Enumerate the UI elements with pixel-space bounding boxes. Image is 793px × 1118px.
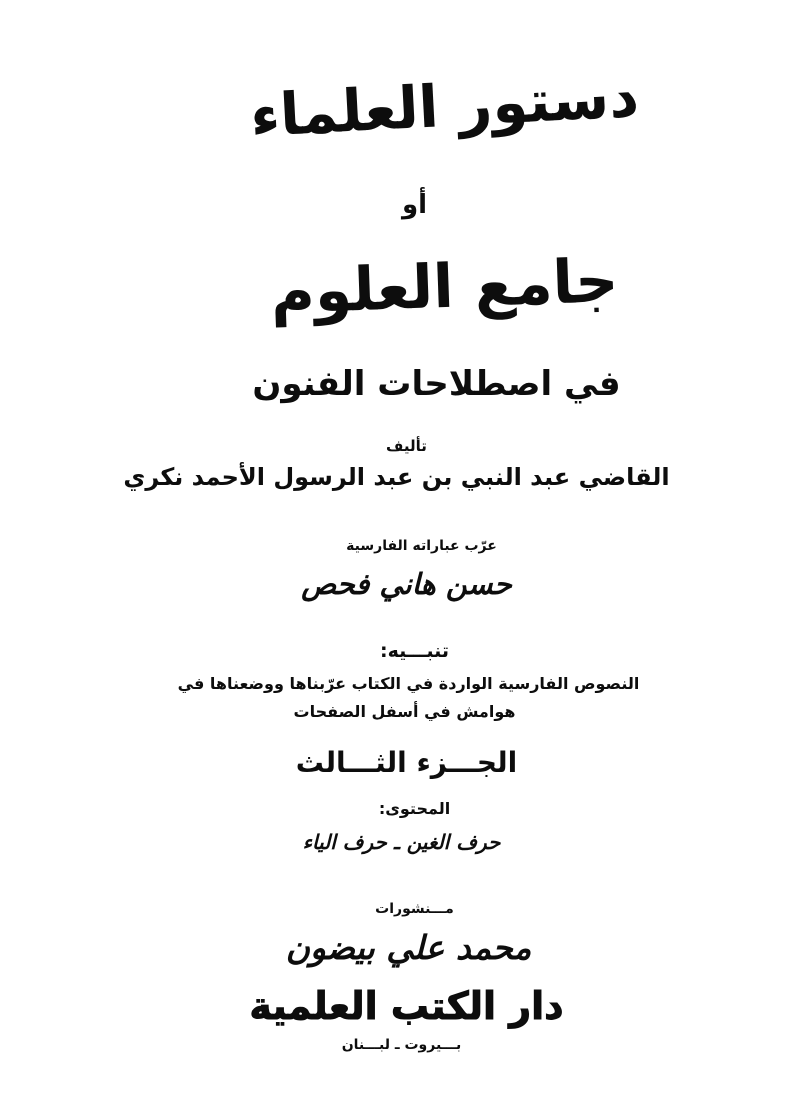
volume-title: الجـــزء الثـــالث [295, 746, 518, 779]
byline-label: تأليف [386, 437, 427, 455]
notice-line-2: هوامش في أسفل الصفحات [293, 702, 516, 721]
notice-label: تنبـــيه: [379, 640, 449, 662]
contents-range: حرف الغين ـ حرف الياء [302, 830, 501, 854]
translator-note: عرّب عباراته الفارسية [346, 538, 497, 554]
notice-line-1: النصوص الفارسية الواردة في الكتاب عرّبناها ووضعناها في [177, 674, 640, 693]
contents-label: المحتوى: [378, 799, 451, 818]
title-conjunction-or: أو [401, 190, 428, 220]
main-title: دستور العلماء [248, 61, 641, 151]
publisher-location: بـــيروت ـ لبـــنان [341, 1037, 462, 1053]
publications-label: مـــنشورات [375, 901, 454, 917]
alternate-title: جامع العلوم [269, 245, 620, 329]
author-name: القاضي عبد النبي بن عبد الرسول الأحمد نكري [123, 463, 670, 491]
translator-name: حسن هاني فحص [301, 567, 512, 601]
publisher-person-name: محمد علي بيضون [285, 928, 532, 967]
publishing-house-logo: دار الكتب العلمية [249, 984, 564, 1028]
subtitle: في اصطلاحات الفنون [252, 364, 621, 404]
